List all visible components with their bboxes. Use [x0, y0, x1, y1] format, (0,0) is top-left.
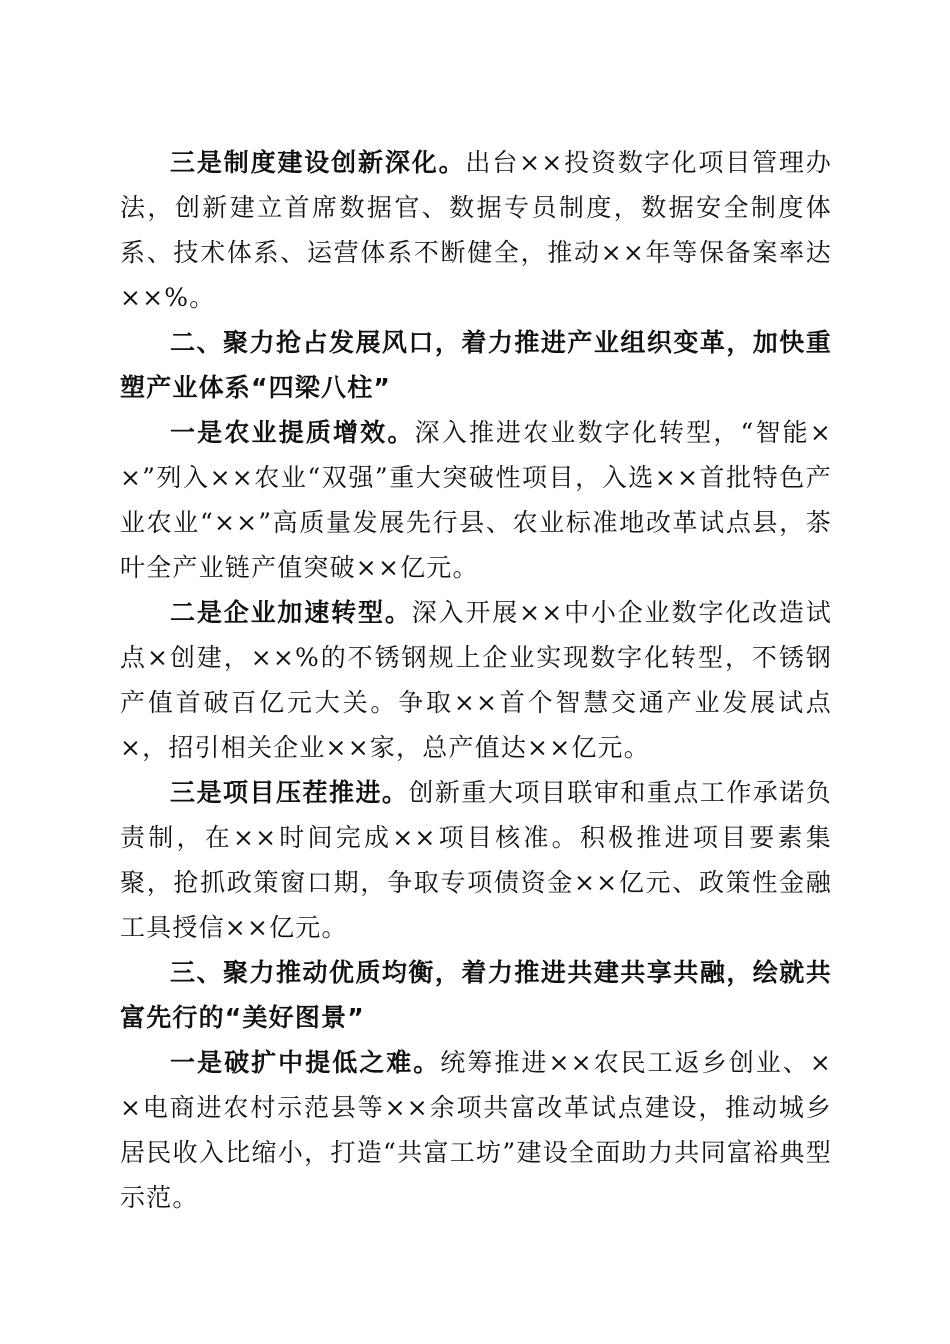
paragraph-text: 深入推进农业数字化转型，“智能××”列入××农业“双强”重大突破性项目，入选××首批特色产业农业“××”高质量发展先行县、农业标准地改革试点县，茶叶全产业链产值突破××亿元。 — [120, 418, 832, 582]
paragraph-enterprise — [120, 590, 832, 770]
paragraph-text: 深入开展××中小企业数字化改造试点×创建，××%的不锈钢规上企业实现数字化转型，不锈钢产值首破百亿元大关。争取××首个智慧交通产业发展试点×，招引相关企业××家，总产值达××亿元。 — [120, 598, 832, 762]
paragraph-lead: 一是农业提质增效。 — [170, 418, 415, 447]
paragraph-agriculture — [120, 410, 832, 590]
section-heading-industry: 二、聚力抢占发展风口，着力推进产业组织变革，加快重塑产业体系“四梁八柱” — [120, 328, 832, 402]
paragraph-projects — [120, 770, 832, 950]
document-body — [120, 140, 832, 1220]
paragraph-system-innovation — [120, 140, 832, 320]
paragraph-income — [120, 1040, 832, 1220]
paragraph-text: 创新重大项目联审和重点工作承诺负责制，在××时间完成××项目核准。积极推进项目要素集聚，抢抓政策窗口期，争取专项债资金××亿元、政策性金融工具授信××亿元。 — [120, 778, 832, 942]
section-heading-common-prosperity: 三、聚力推动优质均衡，着力推进共建共享共融，绘就共富先行的“美好图景” — [120, 958, 832, 1032]
paragraph-text: 统筹推进××农民工返乡创业、××电商进农村示范县等××余项共富改革试点建设，推动城乡居民收入比缩小，打造“共富工坊”建设全面助力共同富裕典型示范。 — [120, 1048, 832, 1212]
paragraph-lead: 一是破扩中提低之难。 — [170, 1048, 441, 1077]
paragraph-lead: 三是制度建设创新深化。 — [170, 148, 466, 177]
paragraph-text: 出台××投资数字化项目管理办法，创新建立首席数据官、数据专员制度，数据安全制度体系、技术体系、运营体系不断健全，推动××年等保备案率达××%。 — [120, 148, 832, 312]
paragraph-lead: 二是企业加速转型。 — [170, 598, 412, 627]
paragraph-lead: 三是项目压茬推进。 — [170, 778, 409, 807]
